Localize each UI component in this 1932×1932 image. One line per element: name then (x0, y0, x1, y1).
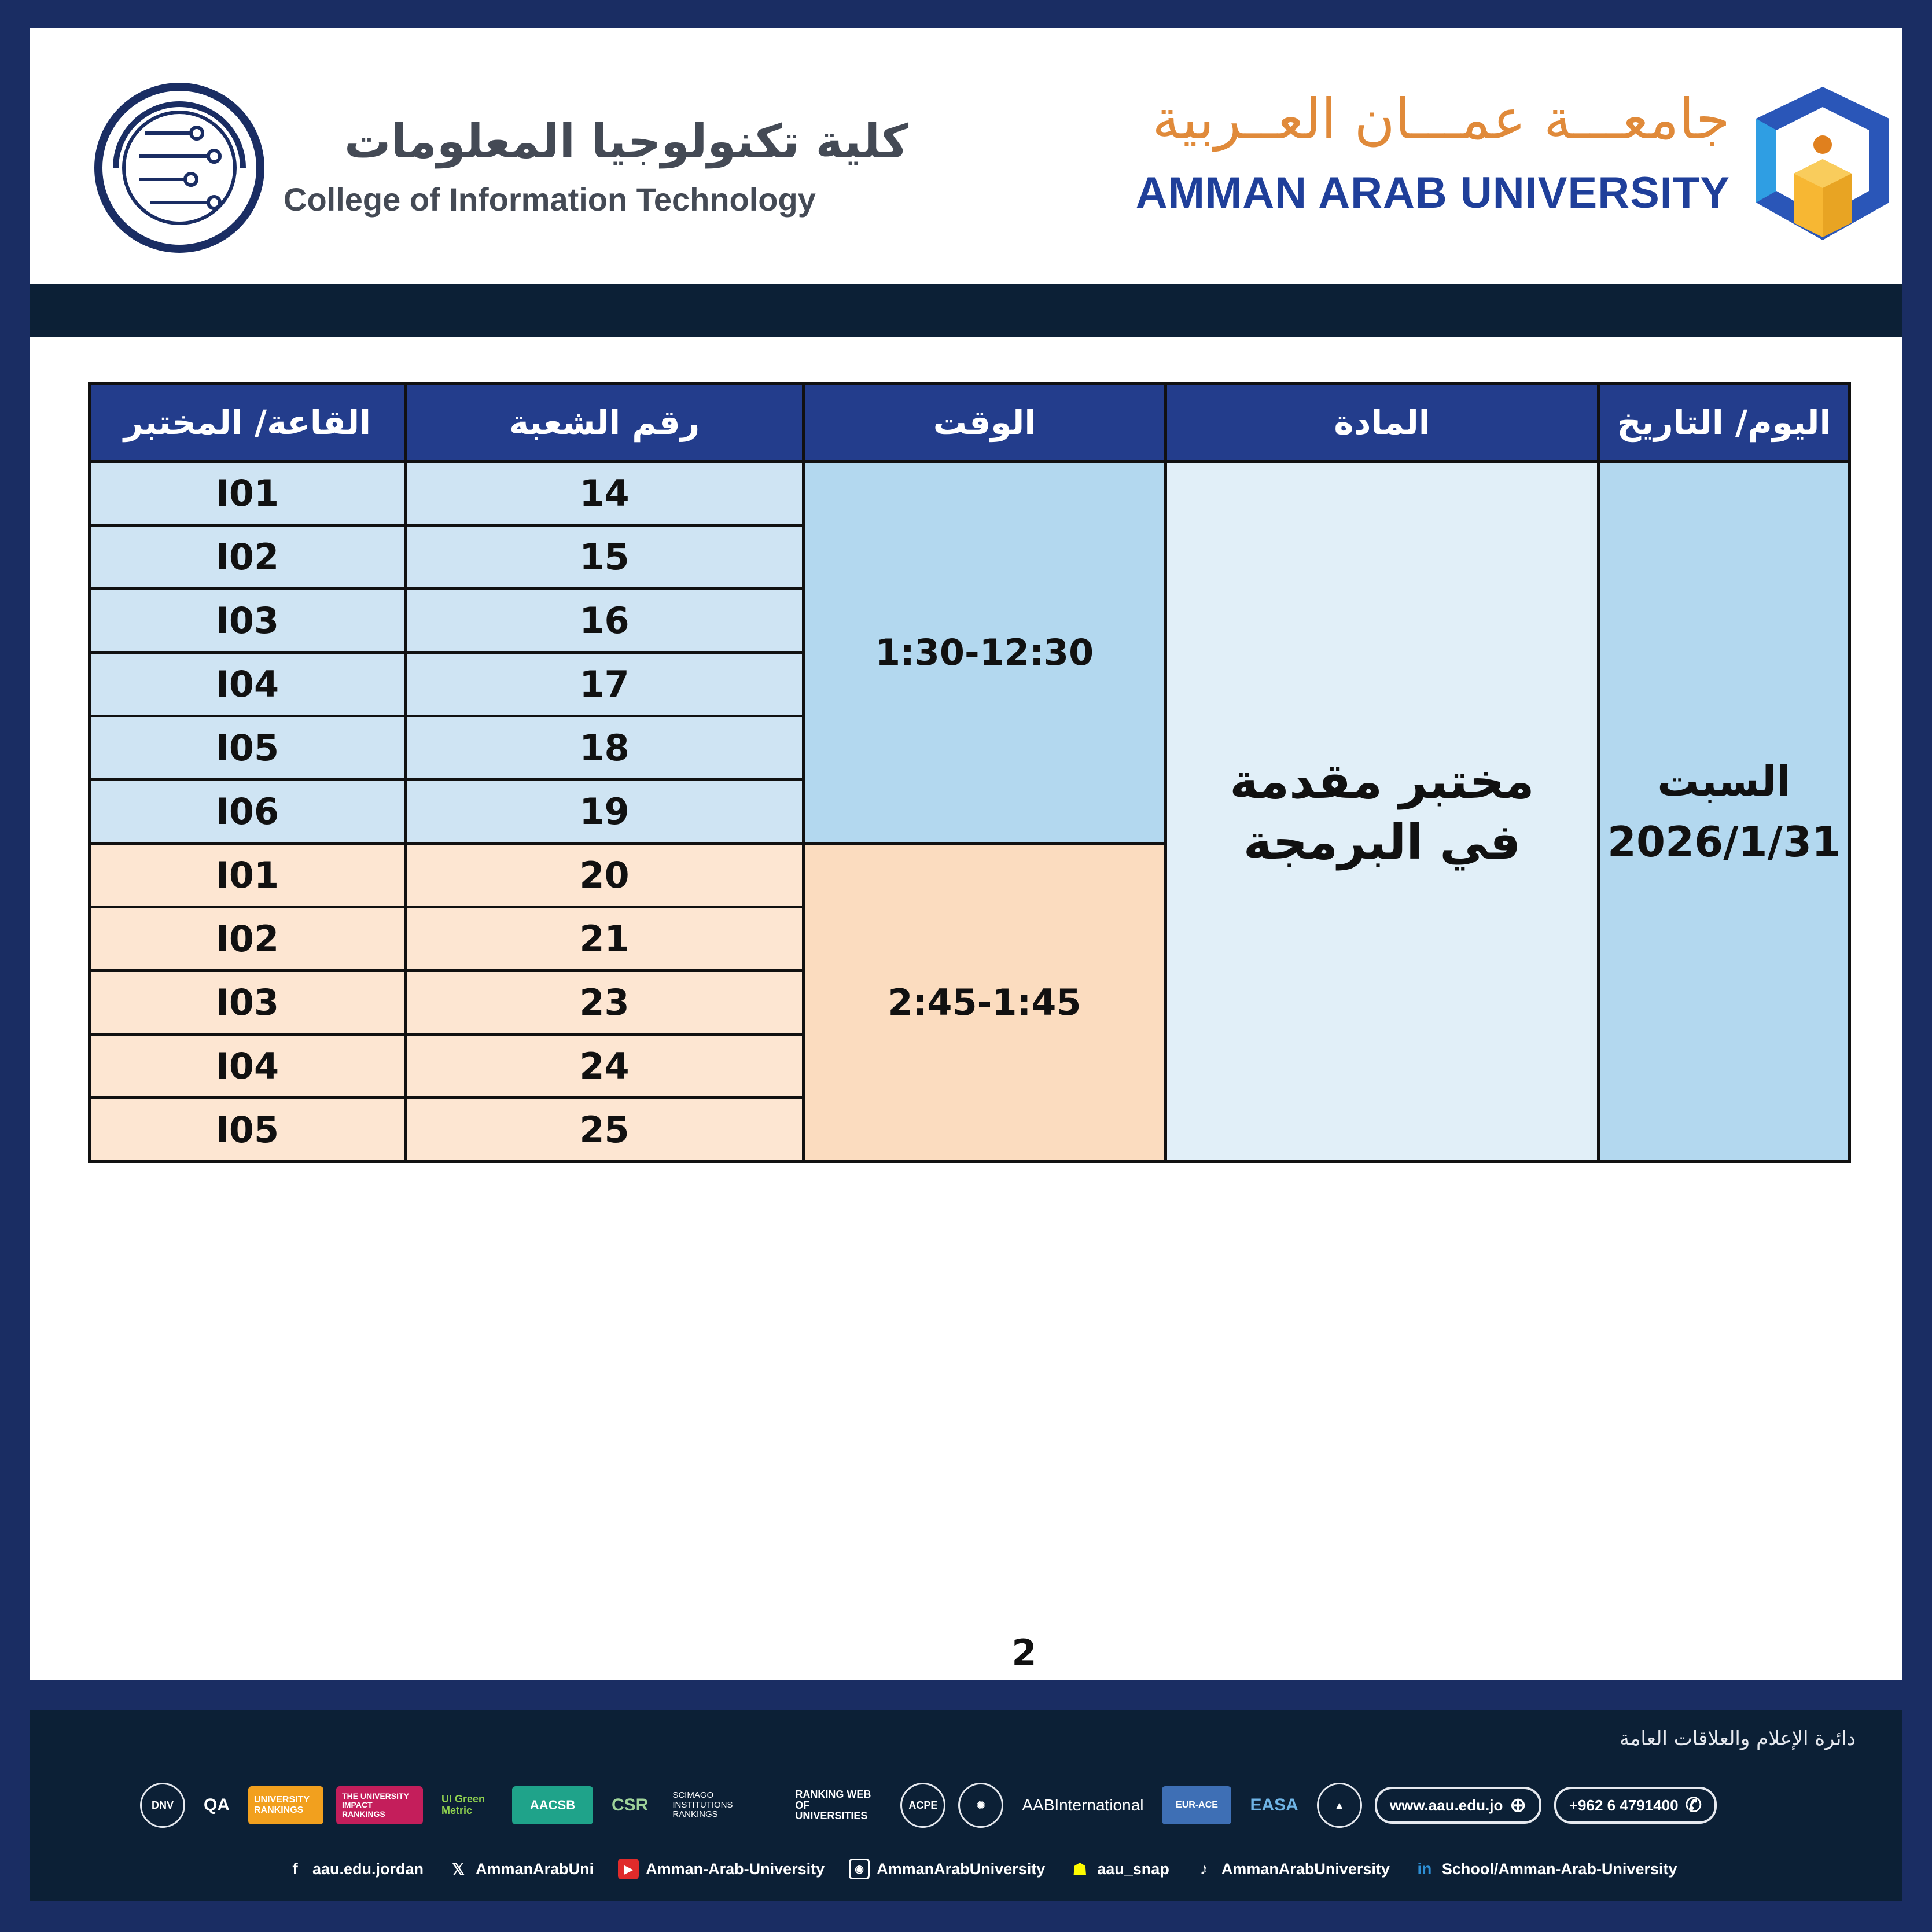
easa-badge: EASA (1250, 1795, 1298, 1815)
linkedin-handle: School/Amman-Arab-University (1441, 1860, 1677, 1878)
youtube-link[interactable] (618, 1859, 825, 1879)
university-name-english: AMMAN ARAB UNIVERSITY (1135, 168, 1730, 218)
room-cell: I06 (90, 780, 406, 844)
room-cell: I04 (90, 653, 406, 716)
x-handle: AmmanArabUni (476, 1860, 594, 1878)
qa-badge: QA (204, 1795, 230, 1815)
header-time: الوقت (804, 384, 1166, 462)
college-name-arabic: كلية تكنولوجيا المعلومات (344, 115, 908, 168)
youtube-icon: ▶ (618, 1859, 639, 1879)
accreditation-badges (140, 1773, 1818, 1837)
table-row (90, 462, 1850, 525)
seal-badge-icon: ✺ (958, 1783, 1003, 1828)
subject-line-1: مختبر مقدمة (1230, 752, 1534, 809)
linkedin-link[interactable] (1414, 1859, 1677, 1879)
university-logo-icon (1753, 84, 1892, 243)
university-name-arabic: جامعـــة عمـــان العــربية (1152, 87, 1730, 152)
phone-icon: ✆ (1685, 1794, 1702, 1816)
room-cell: I04 (90, 1035, 406, 1098)
section-cell: 24 (406, 1035, 804, 1098)
room-cell: I02 (90, 907, 406, 971)
x-link[interactable] (448, 1859, 594, 1879)
section-cell: 14 (406, 462, 804, 525)
header-subject: المادة (1166, 384, 1599, 462)
x-icon: 𝕏 (451, 1860, 465, 1878)
header-section: رقم الشعبة (406, 384, 804, 462)
dnv-badge: DNV (140, 1783, 185, 1828)
csr-badge: CSR (612, 1795, 649, 1815)
section-cell: 21 (406, 907, 804, 971)
subject-cell (1166, 462, 1599, 1162)
the-impact-rankings-badge: THE UNIVERSITY IMPACT RANKINGS (336, 1786, 423, 1824)
aab-international-badge: AABInternational (1022, 1796, 1144, 1814)
accreditation-in-progress-icon: ▲ (1317, 1783, 1362, 1828)
section-cell: 15 (406, 525, 804, 589)
header-room: القاعة/ المختبر (90, 384, 406, 462)
social-links (285, 1852, 1731, 1886)
table-header-row (90, 384, 1850, 462)
university-header (1128, 81, 1892, 255)
section-cell: 18 (406, 716, 804, 780)
room-cell: I05 (90, 716, 406, 780)
instagram-handle: AmmanArabUniversity (877, 1860, 1046, 1878)
room-cell: I05 (90, 1098, 406, 1162)
footer (30, 1710, 1902, 1901)
page-number: 2 (1011, 1632, 1037, 1674)
facebook-handle: aau.edu.jordan (312, 1860, 424, 1878)
website-text: www.aau.edu.jo (1389, 1796, 1503, 1814)
phone-text: +962 6 4791400 (1569, 1796, 1679, 1814)
date-label: 2026/1/31 (1607, 817, 1841, 866)
university-rankings-badge: UNIVERSITY RANKINGS (248, 1786, 323, 1824)
room-cell: I01 (90, 844, 406, 907)
snapchat-handle: aau_snap (1097, 1860, 1169, 1878)
day-date-cell (1599, 462, 1850, 1162)
room-cell: I03 (90, 971, 406, 1035)
room-cell: I01 (90, 462, 406, 525)
room-cell: I03 (90, 589, 406, 653)
room-cell: I02 (90, 525, 406, 589)
header-day-date: اليوم/ التاريخ (1599, 384, 1850, 462)
phone-link[interactable] (1554, 1787, 1717, 1824)
snapchat-icon: ☗ (1072, 1860, 1087, 1878)
section-cell: 20 (406, 844, 804, 907)
section-cell: 23 (406, 971, 804, 1035)
tiktok-link[interactable] (1194, 1859, 1390, 1879)
section-cell: 19 (406, 780, 804, 844)
tiktok-icon: ♪ (1199, 1860, 1208, 1878)
eur-ace-badge: EUR-ACE (1162, 1786, 1231, 1824)
snapchat-link[interactable] (1069, 1859, 1169, 1879)
website-link[interactable] (1375, 1787, 1541, 1824)
facebook-link[interactable] (285, 1859, 424, 1879)
youtube-handle: Amman-Arab-University (646, 1860, 825, 1878)
tiktok-handle: AmmanArabUniversity (1221, 1860, 1390, 1878)
day-label: السبت (1657, 757, 1791, 806)
section-cell: 25 (406, 1098, 804, 1162)
header-divider-band (30, 284, 1902, 337)
college-name-english: College of Information Technology (284, 181, 816, 218)
subject-line-2: في البرمجة (1243, 813, 1521, 870)
ranking-web-badge: RANKING WEB OF UNIVERSITIES (795, 1788, 871, 1822)
section-cell: 17 (406, 653, 804, 716)
instagram-link[interactable] (849, 1859, 1045, 1879)
exam-schedule-table (88, 382, 1851, 1163)
acpe-badge: ACPE (900, 1783, 945, 1828)
globe-icon: ⊕ (1510, 1794, 1526, 1816)
department-label: دائرة الإعلام والعلاقات العامة (1619, 1727, 1856, 1750)
facebook-icon: f (292, 1860, 298, 1878)
scimago-badge: SCIMAGO INSTITUTIONS RANKINGS (672, 1790, 733, 1820)
section-cell: 16 (406, 589, 804, 653)
college-logo-icon (93, 81, 266, 255)
aacsb-badge: AACSB (512, 1786, 593, 1824)
linkedin-icon: in (1417, 1860, 1432, 1878)
greenmetric-badge: UI Green Metric (441, 1793, 485, 1816)
instagram-icon: ◉ (849, 1859, 870, 1879)
college-header (93, 81, 908, 255)
time-slot-2: 2:45-1:45 (804, 844, 1166, 1162)
time-slot-1: 1:30-12:30 (804, 462, 1166, 844)
